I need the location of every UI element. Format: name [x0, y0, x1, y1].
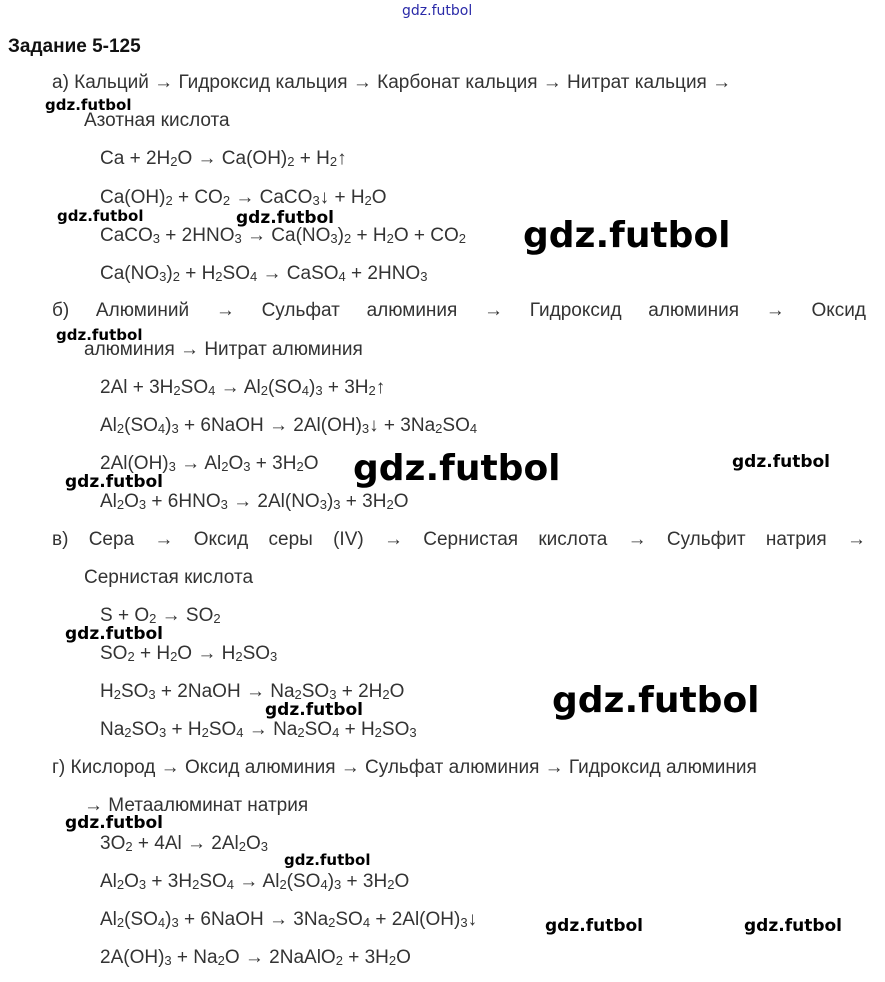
task-b-chain-line2: алюминия → Нитрат алюминия	[84, 339, 363, 360]
watermark: gdz.futbol	[57, 207, 144, 225]
task-a-equation-3: CaCO$_3$ + $2HNO_3 \to Ca(NO_3)_2 + H_2O + CO_2$	[100, 225, 466, 246]
task-d-equation-3: $Al_2(SO_4)_3$ + 6NaOH → $3Na_2SO_4$ + $2Al(OH)_3↓$	[100, 909, 478, 930]
task-a-equation-4: $Ca(NO_3)_2 + H_2SO_4$ → CaSO$_4$ + $2HNO_3$	[100, 263, 428, 284]
task-c-equation-3: $H_2SO_3$ + 2NaOH → $Na_2SO_3 + 2H_2O$	[100, 681, 405, 702]
task-b-equation-2: $Al_2(SO_4)_3$ + 6NaOH → $2Al(OH)_3↓ + 3Na_2SO_4$	[100, 415, 478, 436]
task-d-equation-1: $3O_2 + 4Al \to 2Al_2O_3$	[100, 833, 268, 854]
task-c-chain-line2: Сернистая кислота	[84, 567, 254, 588]
task-c-equation-1: $S + O_2 \to SO_2$	[100, 605, 221, 626]
task-c-chain-line1: в) Сера → Оксид серы (IV) → Сернистая кислота → Сульфит натрия →	[52, 529, 866, 550]
task-c-equation-2: $SO_2 + H_2O \to H_2SO_3$	[100, 643, 278, 664]
task-a-equation-2: $Ca(OH)_2 + CO_2$ → CaCO$_3$↓ + $H_2O$	[100, 187, 387, 208]
watermark: gdz.futbol	[65, 813, 163, 833]
task-b-equation-3: $2Al(OH)_3 \to Al_2O_3 + 3H_2O$	[100, 453, 319, 474]
watermark-large: gdz.futbol	[552, 680, 760, 721]
watermark: gdz.futbol	[45, 96, 132, 114]
task-d-chain-line2: → Метаалюминат натрия	[84, 795, 309, 816]
task-a-equation-1: $Ca + 2H_2O \to Ca(OH)_2$ + $H_2↑$	[100, 148, 347, 169]
watermark: gdz.futbol	[56, 326, 143, 344]
task-a-chain-line1: а) Кальций → Гидроксид кальция → Карбонат кальция → Нитрат кальция →	[52, 72, 732, 93]
watermark-large: gdz.futbol	[353, 448, 561, 489]
task-b-equation-1: $2Al + 3H_2SO_4 \to Al_2(SO_4)_3$ + $3H_2↑$	[100, 377, 386, 398]
task-b-chain-line1: б) Алюминий → Сульфат алюминия → Гидроксид алюминия → Оксид	[52, 300, 866, 321]
watermark: gdz.futbol	[236, 208, 334, 228]
watermark: gdz.futbol	[744, 916, 842, 936]
watermark: gdz.futbol	[284, 851, 371, 869]
watermark: gdz.futbol	[265, 700, 363, 720]
watermark: gdz.futbol	[65, 624, 163, 644]
task-d-equation-4: $2A(OH)_3 + Na_2O$ → 2NaAlO$_2$ + $3H_2O$	[100, 947, 411, 968]
watermark-large: gdz.futbol	[523, 215, 731, 256]
task-heading: Задание 5-125	[8, 36, 141, 57]
task-c-equation-4: $Na_2SO_3 + H_2SO_4 \to Na_2SO_4 + H_2SO_3$	[100, 719, 417, 740]
task-d-equation-2: $Al_2O_3 + 3H_2SO_4 \to Al_2(SO_4)_3 + 3H_2O$	[100, 871, 410, 892]
top-watermark: gdz.futbol	[402, 3, 473, 19]
task-b-equation-4: $Al_2O_3 + 6HNO_3 \to 2Al(NO_3)_3 + 3H_2O$	[100, 491, 409, 512]
watermark: gdz.futbol	[65, 472, 163, 492]
task-a-chain-line2: Азотная кислота	[84, 110, 230, 131]
watermark: gdz.futbol	[545, 916, 643, 936]
watermark: gdz.futbol	[732, 452, 830, 472]
task-d-chain-line1: г) Кислород → Оксид алюминия → Сульфат алюминия → Гидроксид алюминия	[52, 757, 757, 778]
